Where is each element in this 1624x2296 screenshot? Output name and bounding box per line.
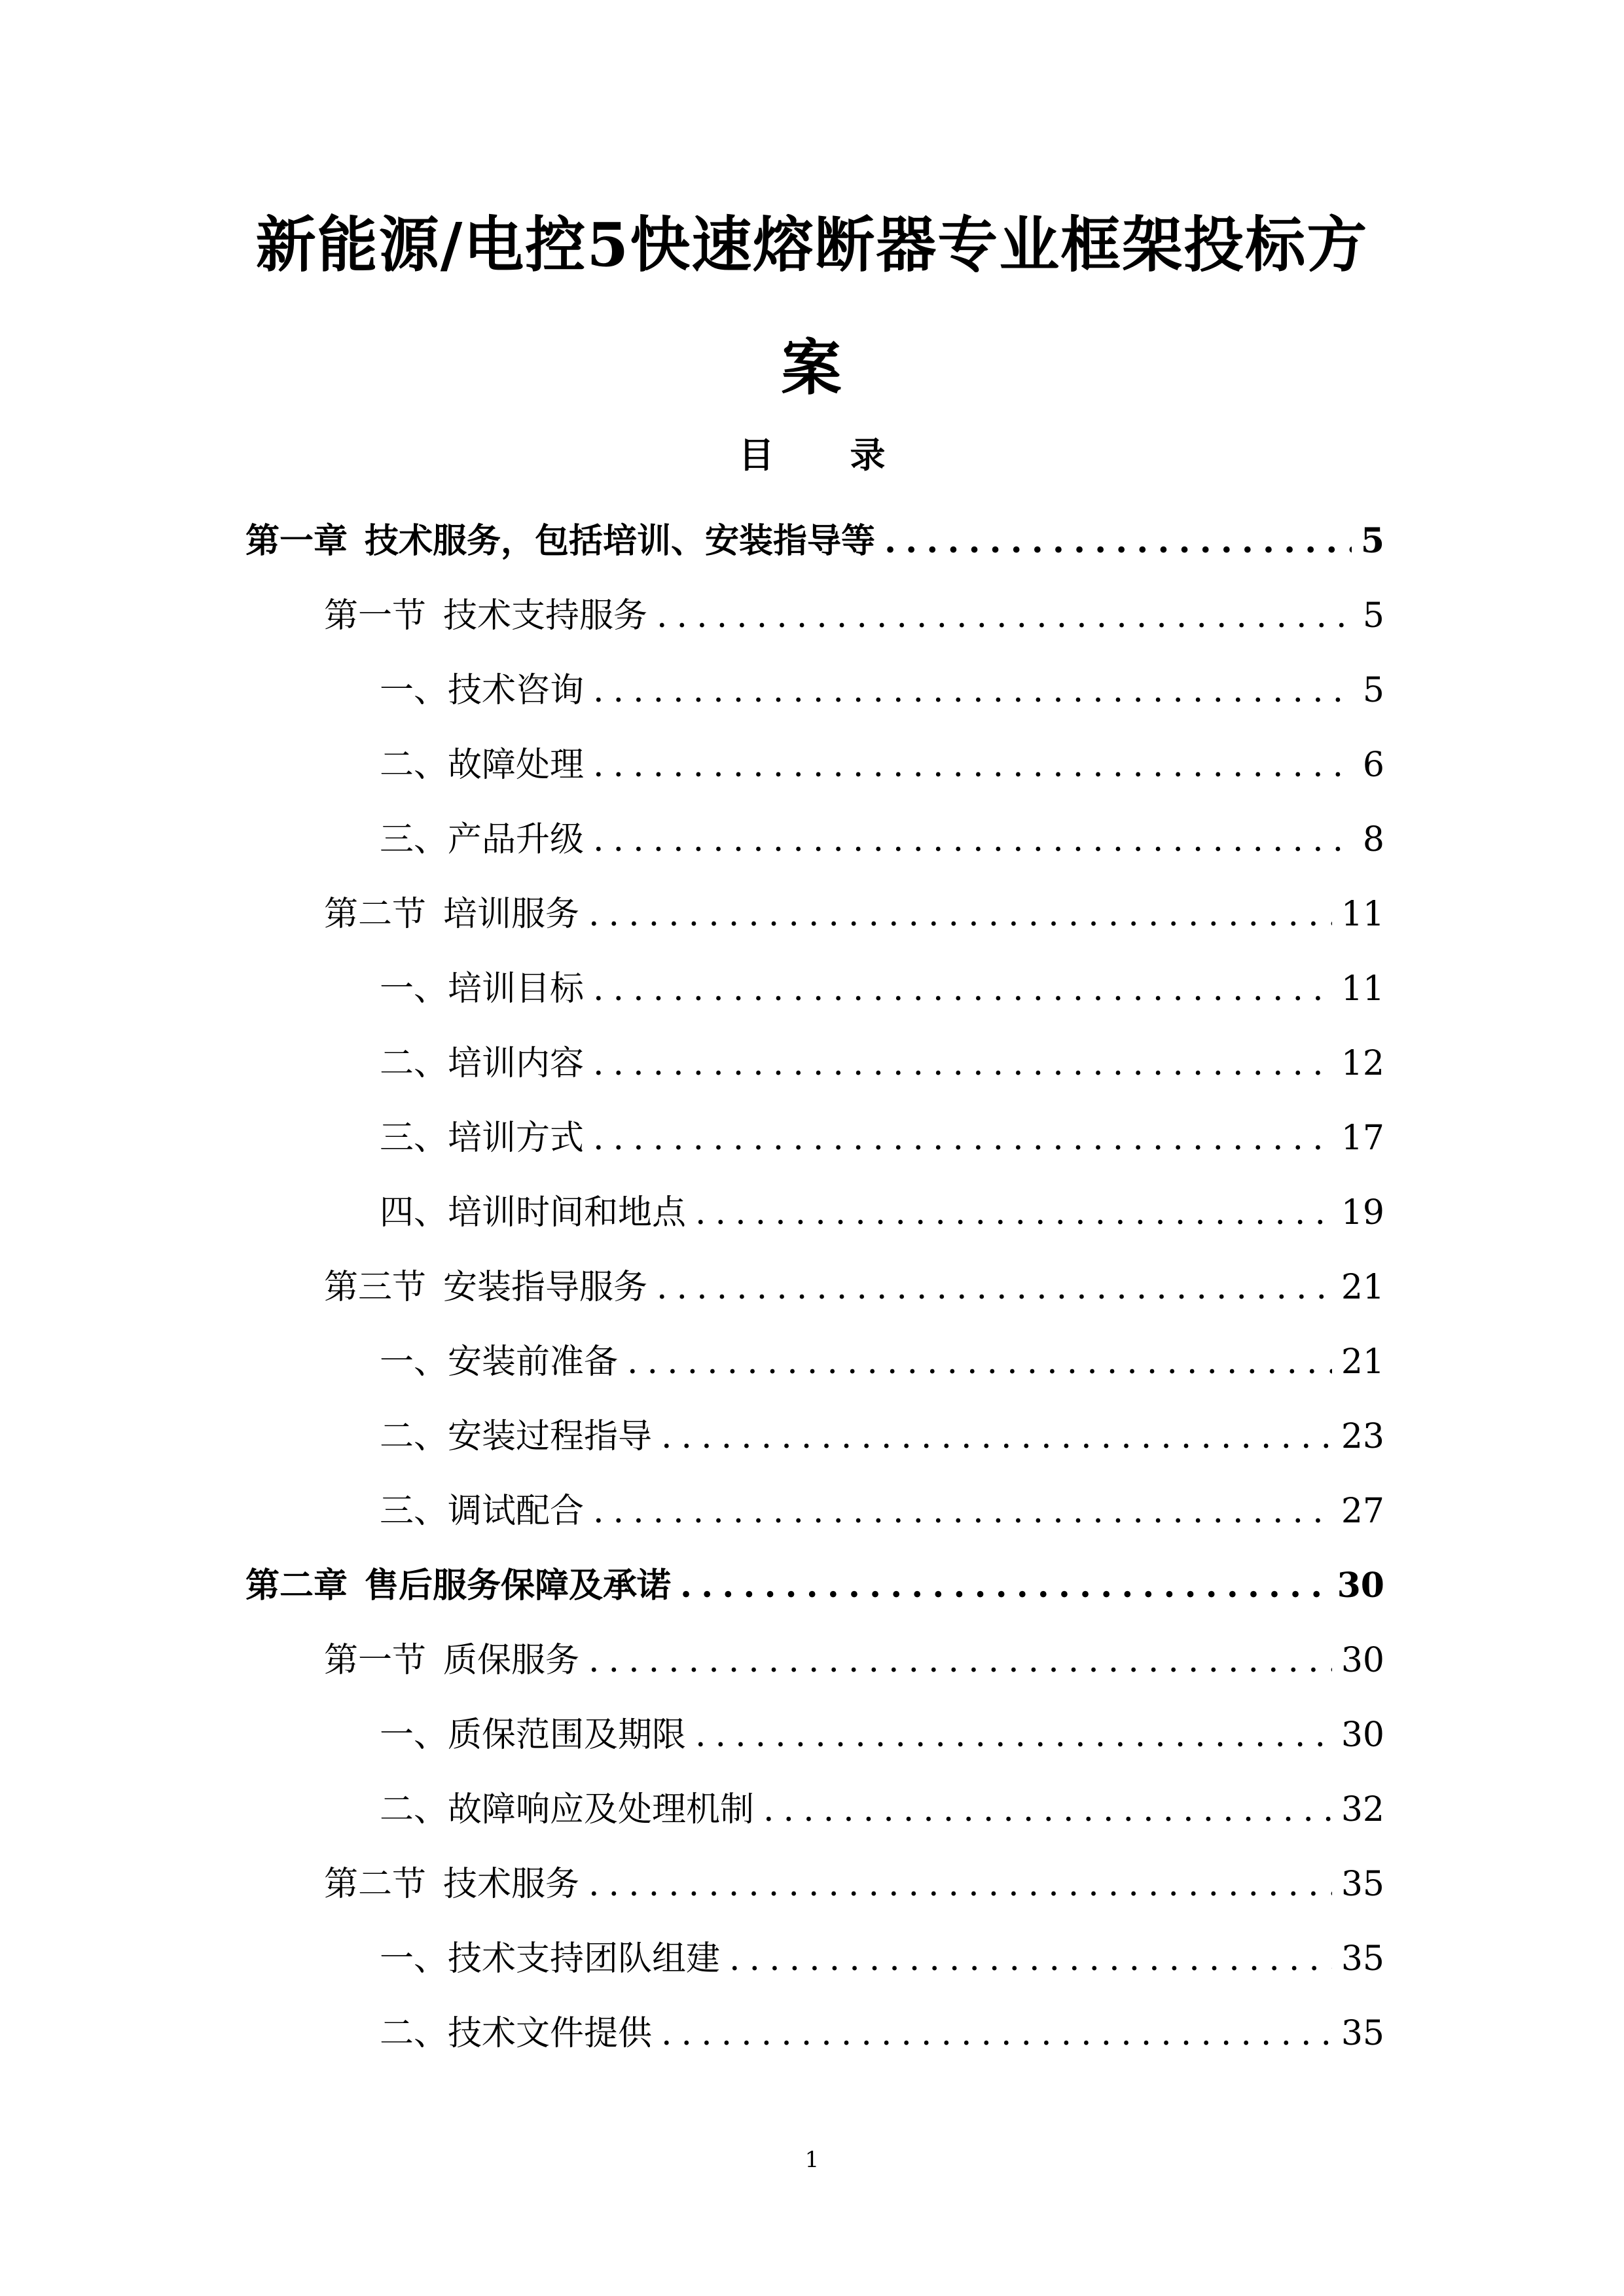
- toc-entry[interactable]: [245, 1250, 1384, 1325]
- toc-entry[interactable]: [245, 1996, 1384, 2071]
- toc-entry-label: [324, 579, 647, 653]
- toc-entry[interactable]: [245, 1325, 1384, 1399]
- toc-entry[interactable]: [245, 653, 1384, 728]
- toc-entry-text: 技术文件提供: [448, 2014, 653, 2053]
- toc-entry-page: 27: [1341, 1492, 1384, 1531]
- toc-entry[interactable]: [245, 1847, 1384, 1922]
- toc-entry[interactable]: [245, 1474, 1384, 1549]
- toc-entry-number: 第二节: [324, 1865, 427, 1904]
- toc-entry-page: 12: [1341, 1044, 1384, 1083]
- toc-entry[interactable]: [245, 1698, 1384, 1772]
- toc-entry-label: [380, 1474, 584, 1549]
- toc-dot-leader: [657, 579, 1354, 653]
- toc-entry[interactable]: [245, 877, 1384, 952]
- toc-entry-label: [380, 1101, 584, 1175]
- toc-entry-number: 第三节: [324, 1268, 427, 1307]
- toc-dot-leader: [661, 1996, 1332, 2071]
- toc-entry[interactable]: [245, 952, 1384, 1026]
- toc-entry-label: [380, 1325, 618, 1399]
- toc-entry-text: 安装前准备: [448, 1342, 619, 1382]
- toc-dot-leader: [661, 1399, 1332, 1474]
- toc-entry-number: 一、: [380, 969, 448, 1009]
- toc-entry-label: [380, 1922, 720, 1996]
- toc-entry-page: 5: [1360, 521, 1384, 561]
- toc-entry-number: 三、: [380, 1119, 448, 1158]
- toc-entry-number: 二、: [380, 1790, 448, 1829]
- toc-entry-page: 21: [1341, 1342, 1384, 1382]
- toc-heading: 目 录: [738, 434, 918, 476]
- toc-dot-leader: [593, 728, 1354, 802]
- toc-entry-label: [245, 1549, 671, 1623]
- toc-entry-page: 32: [1341, 1790, 1384, 1829]
- toc-entry-text: 产品升级: [448, 820, 585, 859]
- toc-entry-text: 质保范围及期限: [448, 1715, 687, 1755]
- toc-entry-number: 一、: [380, 671, 448, 710]
- toc-entry[interactable]: [245, 728, 1384, 802]
- toc-entry-text: 技术支持服务: [443, 596, 648, 636]
- toc-entry-label: [324, 1623, 579, 1698]
- toc-entry-label: [380, 952, 584, 1026]
- toc-entry-text: 售后服务保障及承诺: [365, 1566, 672, 1605]
- toc-entry-label: [324, 1847, 579, 1922]
- toc-entry-number: 一、: [380, 1342, 448, 1382]
- toc-entry[interactable]: [245, 504, 1384, 579]
- toc-entry-text: 培训目标: [448, 969, 585, 1009]
- toc-entry-page: 30: [1341, 1715, 1384, 1755]
- toc-entry-text: 安装过程指导: [448, 1417, 653, 1456]
- document-title: 新能源/电控5快速熔断器专业框架投标方案: [255, 209, 1369, 403]
- toc-entry[interactable]: [245, 1101, 1384, 1175]
- toc-entry[interactable]: [245, 1772, 1384, 1847]
- toc-dot-leader: [593, 653, 1354, 728]
- toc-entry-text: 调试配合: [448, 1492, 585, 1531]
- toc-entry-page: 35: [1341, 1865, 1384, 1904]
- toc-dot-leader: [588, 1847, 1332, 1922]
- toc-dot-leader: [588, 1623, 1332, 1698]
- toc-dot-leader: [588, 877, 1332, 952]
- toc-entry[interactable]: [245, 579, 1384, 653]
- toc-entry[interactable]: [245, 1922, 1384, 1996]
- toc-entry-page: 5: [1362, 596, 1384, 636]
- toc-entry-number: 第一节: [324, 1641, 427, 1680]
- toc-entry-label: [380, 1175, 686, 1250]
- toc-entry-page: 5: [1362, 671, 1384, 710]
- toc-entry-label: [324, 1250, 647, 1325]
- toc-dot-leader: [680, 1549, 1328, 1623]
- toc-dot-leader: [729, 1922, 1332, 1996]
- toc-dot-leader: [593, 802, 1354, 877]
- toc-entry-text: 培训方式: [448, 1119, 585, 1158]
- toc-dot-leader: [763, 1772, 1332, 1847]
- toc-dot-leader: [627, 1325, 1332, 1399]
- toc-entry-number: 三、: [380, 1492, 448, 1531]
- toc-entry-text: 安装指导服务: [443, 1268, 648, 1307]
- toc-entry-text: 技术支持团队组建: [448, 1939, 721, 1979]
- page-number: 1: [804, 2147, 820, 2173]
- toc-dot-leader: [695, 1175, 1332, 1250]
- toc-entry[interactable]: [245, 1175, 1384, 1250]
- toc-entry-page: 11: [1341, 895, 1384, 934]
- toc-entry-label: [380, 1698, 686, 1772]
- toc-entry-text: 技术服务: [443, 1865, 580, 1904]
- toc-entry-text: 培训内容: [448, 1044, 585, 1083]
- toc-entry-page: 23: [1341, 1417, 1384, 1456]
- toc-entry-number: 第一章: [245, 521, 348, 561]
- toc-entry-number: 三、: [380, 820, 448, 859]
- toc-entry[interactable]: [245, 1549, 1384, 1623]
- toc-entry-text: 技术咨询: [448, 671, 585, 710]
- toc-entry-number: 二、: [380, 745, 448, 785]
- toc-dot-leader: [593, 952, 1332, 1026]
- toc-dot-leader: [593, 1026, 1332, 1101]
- toc-entry-page: 30: [1337, 1566, 1384, 1605]
- toc-entry-text: 培训服务: [443, 895, 580, 934]
- toc-entry-number: 一、: [380, 1939, 448, 1979]
- table-of-contents: [245, 504, 1384, 2071]
- toc-entry-page: 11: [1341, 969, 1384, 1009]
- toc-entry-label: [245, 504, 875, 579]
- toc-entry-label: [380, 1996, 652, 2071]
- toc-entry[interactable]: [245, 1026, 1384, 1101]
- toc-entry-page: 35: [1341, 2014, 1384, 2053]
- toc-entry-page: 17: [1341, 1119, 1384, 1158]
- toc-entry-page: 19: [1341, 1193, 1384, 1232]
- toc-entry-number: 二、: [380, 1417, 448, 1456]
- toc-entry-page: 21: [1341, 1268, 1384, 1307]
- toc-dot-leader: [593, 1474, 1332, 1549]
- toc-entry-number: 一、: [380, 1715, 448, 1755]
- toc-entry-number: 第二章: [245, 1566, 348, 1605]
- toc-entry-label: [380, 1772, 754, 1847]
- toc-entry-number: 第一节: [324, 596, 427, 636]
- toc-entry-page: 6: [1362, 745, 1384, 785]
- toc-entry-number: 四、: [380, 1193, 448, 1232]
- toc-entry-text: 质保服务: [443, 1641, 580, 1680]
- toc-entry-number: 二、: [380, 1044, 448, 1083]
- toc-entry-page: 35: [1341, 1939, 1384, 1979]
- toc-entry-number: 二、: [380, 2014, 448, 2053]
- toc-dot-leader: [884, 504, 1352, 579]
- toc-entry[interactable]: [245, 1623, 1384, 1698]
- toc-dot-leader: [593, 1101, 1332, 1175]
- toc-entry-label: [380, 1026, 584, 1101]
- toc-entry-page: 30: [1341, 1641, 1384, 1680]
- toc-entry-label: [324, 877, 579, 952]
- toc-entry-text: 技术服务，包括培训、安装指导等: [365, 521, 876, 561]
- toc-entry[interactable]: [245, 1399, 1384, 1474]
- toc-dot-leader: [657, 1250, 1332, 1325]
- toc-entry-text: 培训时间和地点: [448, 1193, 687, 1232]
- toc-entry-label: [380, 1399, 652, 1474]
- toc-entry-text: 故障处理: [448, 745, 585, 785]
- toc-dot-leader: [695, 1698, 1332, 1772]
- toc-entry-label: [380, 653, 584, 728]
- toc-entry-text: 故障响应及处理机制: [448, 1790, 755, 1829]
- toc-entry-number: 第二节: [324, 895, 427, 934]
- toc-entry[interactable]: [245, 802, 1384, 877]
- toc-entry-label: [380, 728, 584, 802]
- toc-entry-label: [380, 802, 584, 877]
- toc-entry-page: 8: [1362, 820, 1384, 859]
